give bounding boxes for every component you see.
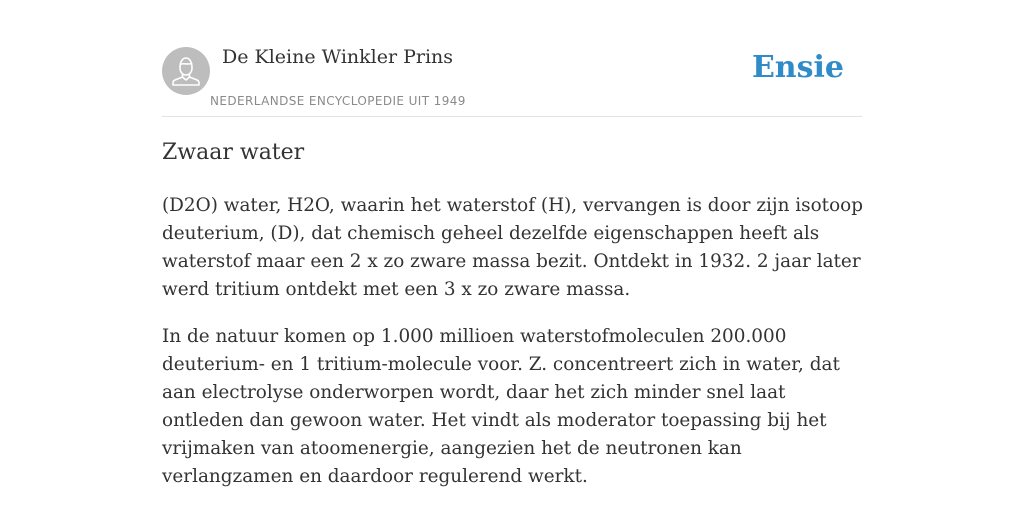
article-paragraph: In de natuur komen op 1.000 millioen waterstofmoleculen 200.000 deuterium- en 1 tritium-molecule voor. Z. concentreert zich in water, dat aan electrolyse onderworpen wordt, daar het zich minder snel laat ontleden dan gewoon water. Het vindt als moderator toepassing bij het vrijmaken van atoomenergie, aangezien het de neutronen kan verlangzamen en daardoor regulerend werkt. <box>162 326 840 487</box>
ensie-logo-link[interactable]: Ensie <box>751 50 844 85</box>
user-icon <box>162 47 210 95</box>
source-name[interactable]: De Kleine Winkler Prins <box>222 46 454 68</box>
article-body <box>162 192 867 510</box>
source-subtitle: NEDERLANDSE ENCYCLOPEDIE UIT 1949 <box>210 94 466 108</box>
avatar[interactable] <box>162 47 210 95</box>
page-title: Zwaar water <box>162 140 305 165</box>
source-header <box>162 46 862 117</box>
article-paragraph: (D2O) water, H2O, waarin het waterstof (H), vervangen is door zijn isotoop deuterium, (D), dat chemisch geheel dezelfde eigenschappen heeft als waterstof maar een 2 x zo zware massa bezit. Ontdekt in 1932. 2 jaar later werd tritium ontdekt met een 3 x zo zware massa. <box>162 195 863 300</box>
